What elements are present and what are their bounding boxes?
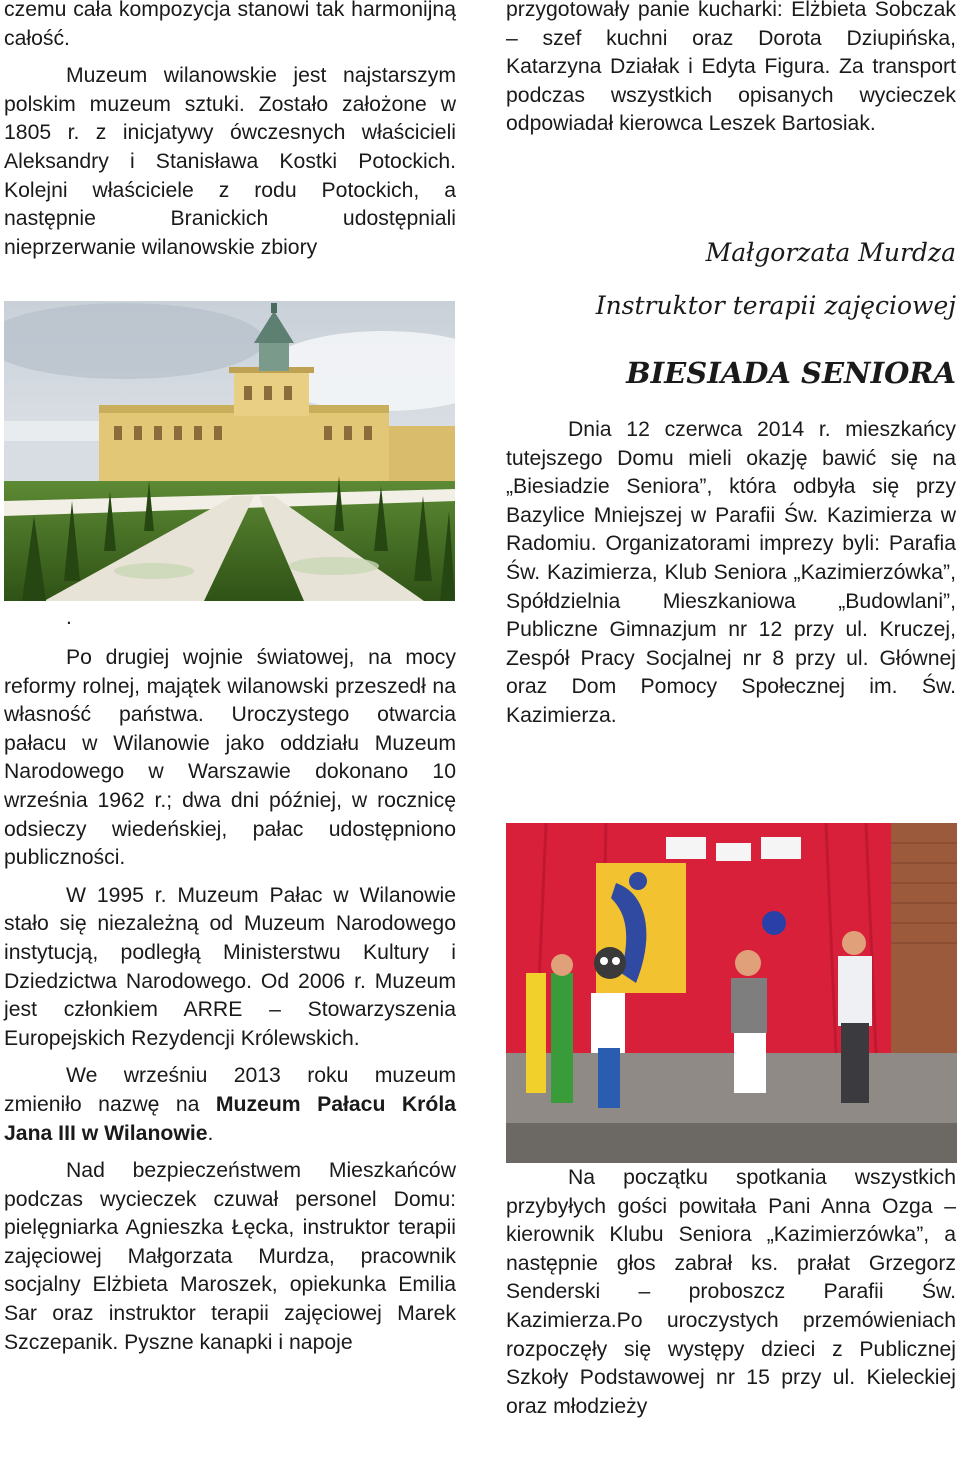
left-column-lower — [4, 644, 456, 1357]
stage-illustration — [506, 823, 957, 1163]
left-column — [4, 0, 456, 262]
paragraph: czemu cała kompozycja stanowi tak harmonijną całość. — [4, 0, 456, 50]
wilanow-palace-photo — [4, 301, 455, 601]
palace-garden-illustration — [4, 301, 455, 601]
author-name: Małgorzata Murdza — [705, 238, 956, 267]
paragraph: Dnia 12 czerwca 2014 r. mieszkańcy tutejszego Domu mieli okazję bawić się na „Biesiadzie Seniora”, która odbyła się przy Bazylice Mniejszej w Parafii Św. Kazimierza w Radomiu. Organizatorami imprezy byli: Parafia Św. Kazimierza, Klub Seniora „Kazimierzówka”, Spółdzielnia Mieszkaniowa „Budowlani”, Publiczne Gimnazjum nr 12 przy ul. Kruczej, Zespół Pracy Socjalnej nr 8 przy ul. Głównej oraz Dom Pomocy Społecznej im. Św. Kazimierza. — [506, 418, 956, 727]
paragraph: Nad bezpieczeństwem Mieszkańców podczas wycieczek czuwał personel Domu: pielęgniarka Agnieszka Łęcka, instruktor terapii zajęciowej Małgorzata Murdza, pracownik socjalny Elżbieta Maroszek, opiekunka Emilia Sar oraz instruktor terapii zajęciowej Marek Szczepanik. Pyszne kanapki i napoje — [4, 1159, 456, 1354]
author-signature — [506, 236, 956, 323]
museum-name: Muzeum Pałacu Króla Jana III w Wilanowie — [4, 1092, 456, 1145]
right-column-bottom — [506, 1164, 956, 1421]
right-column — [506, 0, 956, 139]
paragraph: Muzeum wilanowskie jest najstarszym polskim muzeum sztuki. Zostało założone w 1805 r. z inicjatywy ówczesnych właścicieli Aleksandry i Stanisława Kostki Potockich. Kolejni właściciele z rodu Potockich, a następnie Branickich udostępniali nieprzerwanie wilanowskie zbiory — [4, 64, 456, 259]
photo-caption: . — [66, 606, 72, 629]
right-column-article — [506, 416, 956, 731]
senior-feast-stage-photo — [506, 823, 957, 1163]
paragraph: Po drugiej wojnie światowej, na mocy reformy rolnej, majątek wilanowski przeszedł na własność państwa. Uroczystego otwarcia pałacu w Wilanowie jako oddziału Muzeum Narodowego w Warszawie dokonano 10 września 1962 r.; dwa dni później, w rocznicę odsieczy wiedeńskiej, pałac udostępniono publiczności. — [4, 646, 456, 870]
section-heading: BIESIADA SENIORA — [626, 356, 956, 390]
paragraph — [4, 1062, 456, 1148]
paragraph: Na początku spotkania wszystkich przybyłych gości powitała Pani Anna Ozga – kierownik Klubu Seniora „Kazimierzówka”, a następnie głos zabrał ks. prałat Grzegorz Senderski – proboszcz Parafii Św. Kazimierza.Po uroczystych przemówieniach rozpoczęły się występy dzieci z Publicznej Szkoły Podstawowej nr 15 przy ul. Kieleckiej oraz młodzieży — [506, 1166, 956, 1418]
author-role: Instruktor terapii zajęciowej — [595, 291, 956, 320]
paragraph-text: We wrześniu 2013 roku muzeum zmieniło nazwę na — [4, 1064, 456, 1116]
paragraph-end: . — [207, 1121, 214, 1145]
paragraph: W 1995 r. Muzeum Pałac w Wilanowie stało się niezależną od Muzeum Narodowego instytucją, podległą Ministerstwu Kultury i Dziedzictwa Narodowego. Od 2006 r. Muzeum jest członkiem ARRE – Stowarzyszenia Europejskich Rezydencji Królewskich. — [4, 883, 456, 1050]
paragraph: przygotowały panie kucharki: Elżbieta Sobczak – szef kuchni oraz Dorota Dziupińska, Katarzyna Działak i Edyta Figura. Za transport podczas wszystkich opisanych wycieczek odpowiadał kierowca Leszek Bartosiak. — [506, 0, 956, 136]
